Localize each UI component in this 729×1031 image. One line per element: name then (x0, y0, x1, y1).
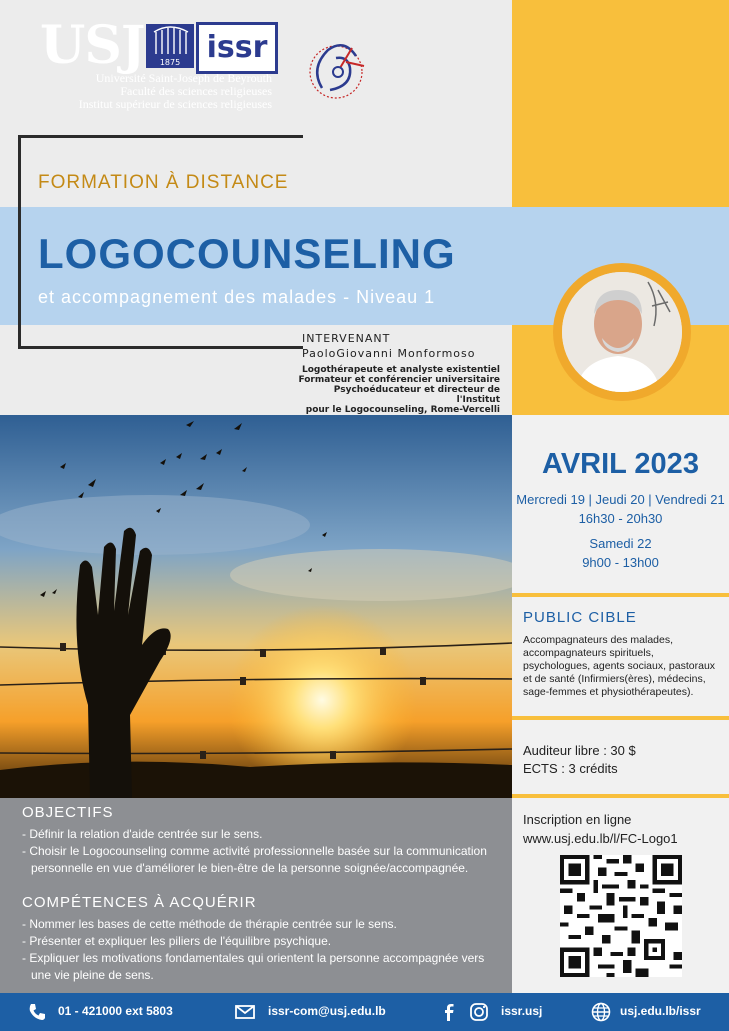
founding-year: 1875 (159, 58, 181, 67)
auditeur-price: Auditeur libre : 30 $ (523, 743, 636, 758)
event-month: AVRIL 2023 (542, 448, 699, 480)
public-title: PUBLIC CIBLE (523, 609, 637, 626)
institution-line: Université Saint-Joseph de Beyrouth (95, 71, 272, 85)
inscription-link[interactable]: www.usj.edu.lb/l/FC-Logo1 (523, 831, 678, 846)
divider (512, 716, 729, 720)
footer-website[interactable]: usj.edu.lb/issr (620, 1004, 701, 1018)
intervenant-label: INTERVENANT (302, 332, 391, 345)
event-schedule (512, 490, 729, 572)
institution-line: Faculté des sciences religieuses (120, 84, 272, 98)
program-type: FORMATION À DISTANCE (38, 172, 289, 193)
globe-icon (590, 1001, 612, 1023)
schedule-days: Mercredi 19 | Jeudi 20 | Vendredi 21 (516, 492, 725, 507)
yellow-accent-top (512, 0, 729, 207)
ects-credits: ECTS : 3 crédits (523, 761, 618, 776)
divider (512, 593, 729, 597)
footer-email[interactable]: issr-com@usj.edu.lb (268, 1004, 386, 1018)
divider (512, 794, 729, 798)
faculty-emblem-icon (300, 28, 378, 110)
list-item: - Présenter et expliquer les piliers de l'équilibre psychique. (22, 934, 332, 948)
inscription (523, 810, 678, 848)
institution-line: Institut supérieur de sciences religieuses (78, 97, 272, 111)
public-text: Accompagnateurs des malades, accompagnateurs spirituels, psychologues, agents sociaux, pastoraux et de santé (Infirmiers(ères), médecins, sage-femmes et physiothérapeutes). (523, 634, 716, 698)
list-item: - Définir la relation d'aide centrée sur le sens. (22, 827, 263, 841)
competences-title: COMPÉTENCES À ACQUÉRIR (22, 894, 257, 911)
bio-line: pour le Logocounseling, Rome-Vercelli (305, 405, 500, 415)
schedule-time: 16h30 - 20h30 (578, 511, 663, 526)
intervenant-bio (290, 365, 500, 415)
list-item: - Nommer les bases de cette méthode de thérapie centrée sur le sens. (22, 917, 397, 931)
competences-list (22, 916, 502, 984)
instagram-icon[interactable] (468, 1001, 490, 1023)
mail-icon (234, 1001, 256, 1023)
qr-code[interactable] (560, 855, 682, 977)
inscription-label: Inscription en ligne (523, 812, 632, 827)
footer-social[interactable]: issr.usj (501, 1004, 543, 1018)
list-item: - Choisir le Logocounseling comme activité professionnelle basée sur la communication personnelle en vue d'améliorer le bien-être de la personne soignée/accompagnée. (22, 844, 487, 875)
bio-line: Psychoéducateur et directeur de l'Institut (333, 385, 500, 405)
objectifs-list (22, 826, 502, 877)
page-title: LOGOCOUNSELING (38, 230, 456, 277)
bio-line: Formateur et conférencier universitaire (298, 375, 500, 385)
footer-phone[interactable]: 01 - 421000 ext 5803 (58, 1004, 173, 1018)
schedule-time: 9h00 - 13h00 (582, 555, 659, 570)
pricing (523, 742, 636, 778)
speaker-portrait (562, 272, 682, 392)
phone-icon (26, 1001, 48, 1023)
intervenant-name: PaoloGiovanni Monformoso (302, 347, 476, 360)
facebook-icon[interactable] (438, 1001, 460, 1023)
objectifs-title: OBJECTIFS (22, 804, 114, 821)
usj-logo: USJ (40, 15, 145, 76)
issr-logo: issr (196, 22, 278, 74)
page-subtitle: et accompagnement des malades - Niveau 1 (38, 287, 436, 307)
bio-line: Logothérapeute et analyste existentiel (301, 365, 500, 375)
list-item: - Expliquer les motivations fondamentales qui orientent la personne accompagnée vers une vie pleine de sens. (22, 951, 485, 982)
hero-photo (0, 415, 512, 798)
institution-names (40, 72, 272, 111)
schedule-days: Samedi 22 (589, 536, 652, 551)
